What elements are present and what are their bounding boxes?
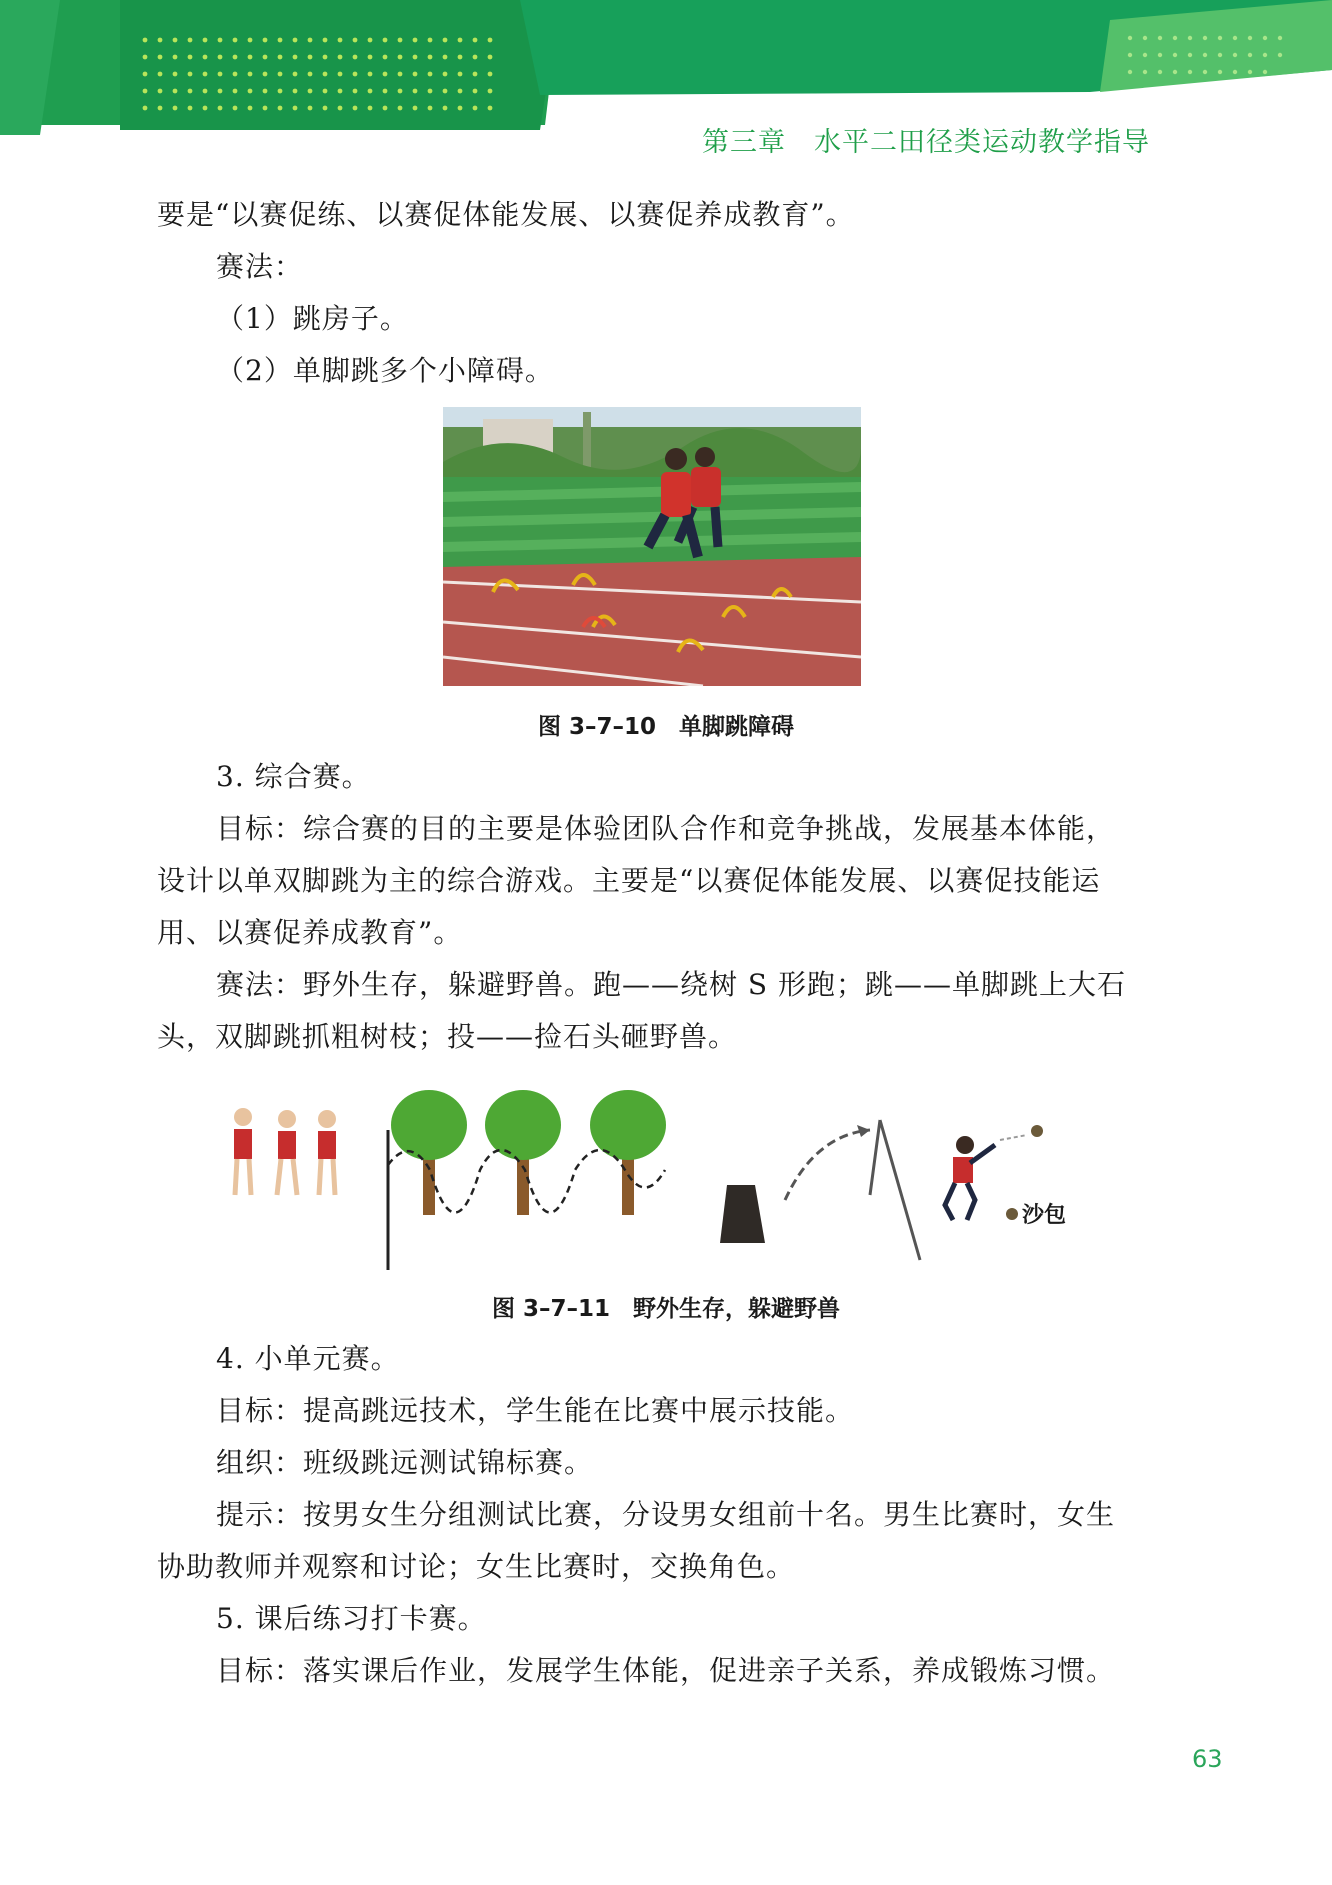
tree-icon [391, 1090, 666, 1215]
sandbag-icon [1031, 1125, 1043, 1137]
rock-icon [720, 1185, 765, 1243]
paragraph: 设计以单双脚跳为主的综合游戏。主要是“以赛促体能发展、以赛促技能运 [157, 864, 1101, 897]
paragraph: 4. 小单元赛。 [216, 1342, 400, 1375]
thrower-icon [945, 1136, 995, 1220]
chapter-header: 第三章 水平二田径类运动教学指导 [702, 127, 1150, 158]
paragraph: 要是“以赛促练、以赛促体能发展、以赛促养成教育”。 [157, 198, 855, 231]
paragraph: 用、以赛促养成教育”。 [157, 916, 463, 949]
paragraph: 目标：落实课后作业，发展学生体能，促进亲子关系，养成锻炼习惯。 [216, 1654, 1116, 1687]
paragraph: 目标：提高跳远技术，学生能在比赛中展示技能。 [216, 1394, 855, 1427]
paragraph: 协助教师并观察和讨论；女生比赛时，交换角色。 [157, 1550, 796, 1583]
paragraph: （1）跳房子。 [216, 302, 409, 335]
page-number: 63 [1192, 1745, 1223, 1773]
students-icon [234, 1108, 336, 1195]
paragraph: 赛法：野外生存，躲避野兽。跑——绕树 S 形跑；跳——单脚跳上大石 [216, 968, 1126, 1001]
figure-caption: 图 3–7–11 野外生存，躲避野兽 [491, 1296, 841, 1322]
paragraph: 赛法： [216, 250, 304, 283]
throw-arc [785, 1130, 870, 1200]
paragraph: 3. 综合赛。 [216, 760, 371, 793]
paragraph: 头，双脚跳抓粗树枝；投——捡石头砸野兽。 [157, 1020, 738, 1053]
survival-game-diagram [215, 1075, 1085, 1275]
header-banner [0, 0, 1332, 135]
paragraph: 目标：综合赛的目的主要是体验团队合作和竞争挑战，发展基本体能， [216, 812, 1116, 845]
paragraph: （2）单脚跳多个小障碍。 [216, 354, 554, 387]
paragraph: 5. 课后练习打卡赛。 [216, 1602, 487, 1635]
paragraph: 组织：班级跳远测试锦标赛。 [216, 1446, 594, 1479]
target-frame [870, 1120, 920, 1260]
hurdle-hop-photo [443, 407, 861, 686]
paragraph: 提示：按男女生分组测试比赛，分设男女组前十名。男生比赛时，女生 [216, 1498, 1116, 1531]
sandbag-label: 沙包 [1022, 1203, 1067, 1228]
figure-caption: 图 3–7–10 单脚跳障碍 [537, 714, 795, 740]
